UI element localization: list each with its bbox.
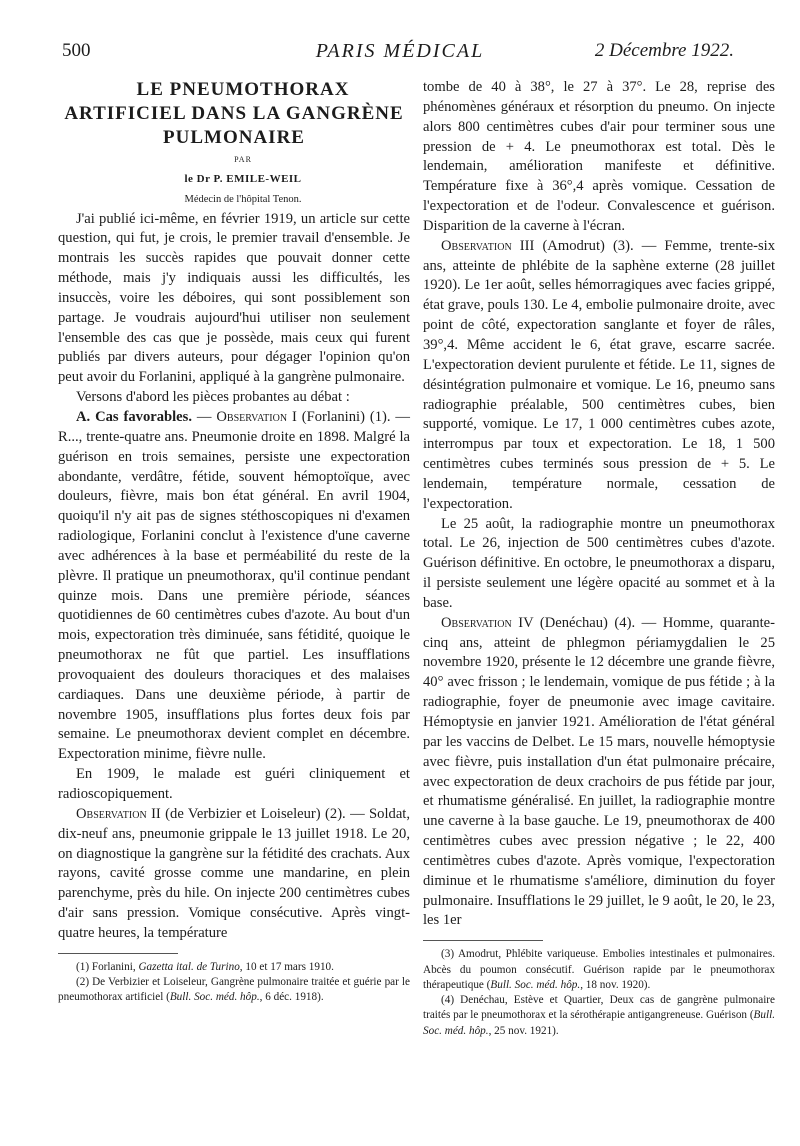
- footnote-2: [58, 975, 410, 1006]
- page-number: 500: [62, 40, 91, 61]
- footnote-4: [423, 993, 775, 1039]
- footnote-text: (2) De Verbizier et Loiseleur, Gangrène pulmonaire traitée et guérie par le pneumothorax artificiel (: [58, 976, 410, 1004]
- observation-label: Observation: [441, 237, 512, 254]
- observation-text: I (Forlanini) (1). — R..., trente-quatre ans. Pneumonie droite en 1898. Malgré la guérison en trois semaines, persiste une expectoration abondante, verdâtre, fétide, souvent hémoptoïque, avec douleurs, fièvre, mais bon état général. En avril 1904, quoiqu'il n'y ait pas de signes stéthoscopiques ni d'examen radiologique, Forlanini conclut à l'existence d'une caverne avec adhérences à la base et perméabilité du reste de la plèvre. Il pratique un pneumothorax, qu'il continue pendant quinze mois. Dans une première période, séances quotidiennes de 60 centimètres cubes d'azote. Au bout d'un mois, expectoration très diminuée, sans fétidité, quoique le pneumothorax ne fût que partiel. Les insufflations provoquaient des douleurs thoraciques et des malaises cardiaques. Dans une deuxième période, à partir de novembre 1905, insufflations plus fortes deux fois par semaine. Le pneumothorax devient complet en décembre. Expectoration minime, fièvre nulle.: [58, 408, 410, 763]
- paragraph: tombe de 40 à 38°, le 27 à 37°. Le 28, reprise des phénomènes généraux et résorption du pneumo. On injecte alors 800 centimètres cubes d'air pour terminer sous une pression de + 4. Le pneumothorax est total. Dès le lendemain, amélioration manifeste et définitive. Température fixe à 36°,4 après vomique. Cessation de l'expectoration et de l'odeur. Convalescence et guérison. Disparition de la caverne à l'écran.: [423, 79, 775, 234]
- observation-4: [423, 614, 775, 932]
- footnote-text: (1) Forlanini,: [76, 960, 139, 973]
- observation-text: IV (Denéchau) (4). — Homme, quarante-cinq ans, atteint de phlegmon périamygdalien le 25 novembre 1920, présente le 12 décembre une grande fièvre, 40° avec frisson ; le lendemain, vomique de pus fétide ; à la radiographie, foyer de pneumonie avec image cavitaire. Hémoptysie en janvier 1921. Amélioration de l'état général par les vaccins de Delbet. Le 15 mars, nouvelle hémoptysie avec fièvre, puis installation d'un état pulmonaire précaire, avec expectoration de deux crachoirs de pus fétide par jour, et rhumatisme généralisé. En juillet, la radiographie montre une caverne à la base gauche. Le 19, pneumothorax de 400 centimètres cubes avec pression négative ; le 22, 400 centimètres cubes d'azote. Après vomique, l'expectoration diminue et le rhumatisme s'améliore, diminution du foyer pulmonaire. Insufflations le 29 juillet, le 9 août, le 20, le 23, les 1er: [423, 614, 775, 929]
- footnote-citation: Bull. Soc. méd. hôp.: [490, 978, 581, 991]
- running-header: [0, 40, 800, 74]
- footnote-text: (4) Denéchau, Estève et Quartier, Deux cas de gangrène pulmonaire traités par le pneumothorax et la sérothérapie antigangreneuse. Guérison (: [423, 994, 775, 1022]
- footnote-3: [423, 947, 775, 993]
- observation-2: [58, 805, 410, 944]
- observation-text: III (Amodrut) (3). — Femme, trente-six ans, atteinte de phlébite de la saphène externe (28 juillet 1920). Le 1er août, selles hémorragiques avec facies grippé, état grave, pouls 130. Le 4, embolie pulmonaire droite, avec point de côté, expectoration sanglante et foyer de râles, 39°,4. Même accident le 6, état grave, escarre sacrée. L'expectoration devient purulente et fétide. Le 11, signes de désintégration pulmonaire et vomique. Le 16, pneumo sans radiographie préalable, 500 centimètres cubes, bien supporté, vomique. Le 17, 1 000 centimètres cubes azote, interrompus par toux et expectoration. Le 18, 1 500 centimètres cubes terminés sous pression de + 5. Le lendemain, température normale, cessation de l'expectoration.: [423, 237, 775, 512]
- journal-title: PARIS MÉDICAL: [315, 40, 485, 62]
- footnote-text: (3) Amodrut, Phlébite variqueuse. Embolies intestinales et pulmonaires. Abcès du poumon consécutif. Guérison rapide par le pneumothorax thérapeutique (: [423, 948, 775, 991]
- footnote-1: [58, 960, 410, 975]
- footnote-text: , 6 déc. 1918).: [259, 991, 324, 1004]
- footnote-text: , 10 et 17 mars 1910.: [239, 960, 334, 973]
- paragraph: Le 25 août, la radiographie montre un pneumothorax total. Le 26, injection de 500 centimètres cubes d'azote. Guérison définitive. En octobre, le pneumothorax a disparu, il persiste seulement une légère opacité au sommet et à la base.: [423, 515, 775, 611]
- article-title: LE PNEUMOTHORAX ARTIFICIEL DANS LA GANGRÈNE PULMONAIRE: [64, 79, 404, 148]
- paragraph: Versons d'abord les pièces probantes au débat :: [76, 389, 350, 406]
- footnote-rule: [423, 940, 543, 941]
- observation-3: [423, 237, 775, 515]
- author-affiliation: Médecin de l'hôpital Tenon.: [184, 193, 302, 205]
- author-name: le Dr P. EMILE-WEIL: [184, 172, 302, 185]
- intro-paragraph: J'ai publié ici-même, en février 1919, un article sur cette question, qui fut, je crois, le premier travail d'ensemble. Je montrais les succès rapides que pouvait donner cette méthode, mais j'y indiquais aussi les difficultés, les insuccès, voire les déboires, qui sont possiblement son partage. Je voudrais aujourd'hui utiliser non seulement l'ensemble des cas que je possède, mais ceux qui furent publiés par divers auteurs, pour dégager l'opinion qu'on peut avoir du Forlanini, appliqué à la gangrène pulmonaire.: [58, 210, 410, 386]
- footnote-citation: Bull. Soc. méd. hôp.: [423, 1009, 775, 1037]
- observation-label: Observation: [441, 614, 512, 631]
- footnote-text: , 18 nov. 1920).: [580, 978, 651, 991]
- footnote-rule: [58, 953, 178, 954]
- observation-label: Observation: [76, 805, 147, 822]
- issue-date: 2 Décembre 1922.: [594, 40, 734, 61]
- observation-text: II (de Verbizier et Loiseleur) (2). — Soldat, dix-neuf ans, pneumonie grippale le 13 juillet 1918. Le 20, on diagnostique la gangrène sur la fétidité des crachats. Aux rayons, cavité grosse comme une mandarine, en plein parenchyme, près du hile. On injecte 200 centimètres cubes d'air sans pression. Vomique consécutive. Après vingt-quatre heures, la température: [58, 805, 410, 941]
- footnote-citation: Bull. Soc. méd. hôp.: [169, 991, 260, 1004]
- right-column: [423, 78, 775, 1039]
- footnote-citation: Gazetta ital. de Turino: [138, 960, 240, 973]
- observation-1: A. Cas favorables. — Observation I (Forlanini) (1). — R..., trente-quatre ans. Pneumonie droite en 1898. Malgré la guérison en trois semaines, persiste une expectoration abondante, verdâtre, fétide, souvent hémoptoïque, avec douleurs, fièvre, mais bon état général. En avril 1904, quoiqu'il n'y ait pas de signes stéthoscopiques ni d'examen radiologique, Forlanini conclut à l'existence d'une caverne avec adhérences à la base et perméabilité du reste de la plèvre. Il pratique un pneumothorax, qu'il continue pendant quinze mois. Dans une première période, séances quotidiennes de 60 centimètres cubes d'azote. Au bout d'un mois, expectoration très diminuée, sans fétidité, quoique le pneumothorax ne fût que partiel. Les insufflations provoquaient des douleurs thoraciques et des malaises cardiaques. Dans une deuxième période, à partir de novembre 1905, insufflations plus fortes deux fois par semaine. Le pneumothorax devient complet en décembre. Expectoration minime, fièvre nulle.: [58, 408, 410, 763]
- observation-label: Observation: [216, 408, 288, 425]
- paragraph: En 1909, le malade est guéri cliniquement et radioscopiquement.: [58, 766, 410, 802]
- footnote-text: , 25 nov. 1921).: [488, 1024, 559, 1037]
- byline-par: PAR: [234, 155, 252, 164]
- section-heading: A. Cas favorables.: [76, 408, 192, 425]
- left-column: [58, 78, 410, 1006]
